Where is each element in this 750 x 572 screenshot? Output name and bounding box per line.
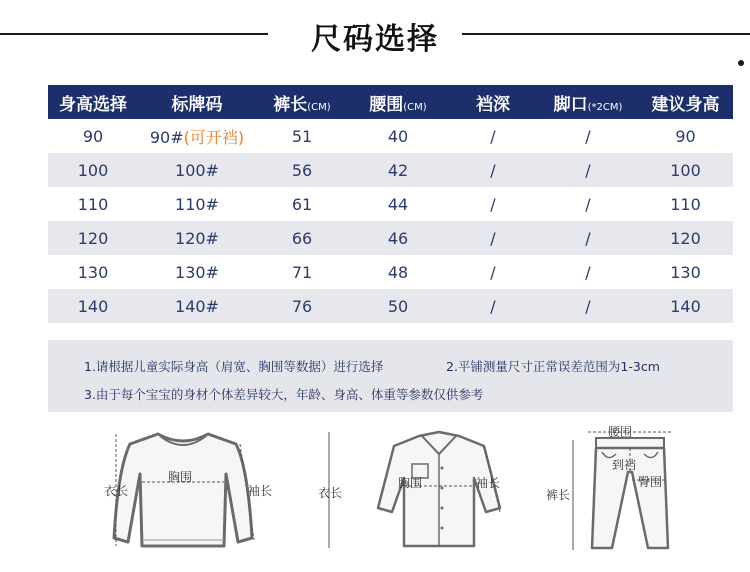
size-table [48, 85, 733, 323]
cell-crotch: / [448, 255, 538, 289]
sweater-chest-label: 胸围 [168, 470, 193, 484]
cell-length: 71 [256, 255, 348, 289]
cell-waist: 42 [348, 153, 448, 187]
cell-hem: / [538, 221, 638, 255]
cell-height: 110 [48, 187, 138, 221]
note-3: 3.由于每个宝宝的身材个体差异较大，年龄、身高、体重等参数仅供参考 [84, 387, 484, 402]
title-divider-right [462, 33, 750, 35]
header-crotch: 裆深 [448, 85, 538, 119]
cell-hem: / [538, 255, 638, 289]
table-header-row [48, 85, 733, 119]
shirt-chest-label: 胸围 [398, 476, 423, 490]
notes-panel [48, 340, 733, 412]
note-1: 1.请根据儿童实际身高（肩宽、胸围等数据）进行选择 [84, 359, 384, 374]
cell-tag: 130# [138, 255, 256, 289]
cell-suggest: 130 [638, 255, 733, 289]
cell-suggest: 140 [638, 289, 733, 323]
cell-crotch: / [448, 221, 538, 255]
cell-length: 76 [256, 289, 348, 323]
shirt-length-label: 衣长 [318, 486, 343, 500]
pants-thigh-label: 臀围 [638, 475, 663, 489]
table-row [48, 187, 733, 221]
cell-tag: 110# [138, 187, 256, 221]
table-row [48, 255, 733, 289]
cell-length: 66 [256, 221, 348, 255]
sweater-sleeve-label: 袖长 [248, 484, 273, 498]
cell-hem: / [538, 187, 638, 221]
cell-waist: 46 [348, 221, 448, 255]
sweater-length-label: 衣长 [104, 484, 129, 498]
cell-hem: / [538, 153, 638, 187]
header-hem: 脚口(*2CM) [538, 85, 638, 119]
pants-waist-label: 腰围 [608, 425, 633, 439]
cell-suggest: 110 [638, 187, 733, 221]
cell-hem: / [538, 119, 638, 153]
header-tag: 标牌码 [138, 85, 256, 119]
note-2: 2.平铺测量尺寸正常误差范围为1-3cm [446, 359, 660, 374]
open-crotch-note: (可开裆) [183, 127, 245, 147]
cell-length: 61 [256, 187, 348, 221]
header-suggest: 建议身高 [638, 85, 733, 119]
pants-length-label: 裤长 [546, 488, 571, 502]
title-bar [0, 0, 750, 64]
shirt-sleeve-label: 袖长 [476, 476, 501, 490]
cell-crotch: / [448, 153, 538, 187]
cell-waist: 48 [348, 255, 448, 289]
pants-crotch-label: 到裆 [612, 458, 637, 472]
cell-waist: 50 [348, 289, 448, 323]
sweater-diagram-icon [108, 428, 258, 552]
table-row [48, 119, 733, 153]
table-row [48, 289, 733, 323]
cell-crotch: / [448, 289, 538, 323]
cell-length: 56 [256, 153, 348, 187]
cell-height: 90 [48, 119, 138, 153]
cell-height: 100 [48, 153, 138, 187]
cell-waist: 44 [348, 187, 448, 221]
cell-hem: / [538, 289, 638, 323]
cell-waist: 40 [348, 119, 448, 153]
cell-crotch: / [448, 119, 538, 153]
page-title: 尺码选择 [311, 22, 439, 57]
cell-tag: 120# [138, 221, 256, 255]
cell-tag: 140# [138, 289, 256, 323]
cell-suggest: 90 [638, 119, 733, 153]
cell-height: 140 [48, 289, 138, 323]
cell-tag: 90#(可开裆) [138, 119, 256, 153]
cell-tag: 100# [138, 153, 256, 187]
pants-diagram-icon [578, 422, 678, 554]
header-waist: 腰围(CM) [348, 85, 448, 119]
measurement-diagrams [48, 420, 733, 560]
header-length: 裤长(CM) [256, 85, 348, 119]
decorative-dot [738, 60, 744, 66]
cell-height: 130 [48, 255, 138, 289]
cell-suggest: 100 [638, 153, 733, 187]
cell-length: 51 [256, 119, 348, 153]
cell-crotch: / [448, 187, 538, 221]
cell-suggest: 120 [638, 221, 733, 255]
pants-length-ruler-icon [570, 440, 576, 550]
header-height: 身高选择 [48, 85, 138, 119]
table-row [48, 153, 733, 187]
cell-height: 120 [48, 221, 138, 255]
table-row [48, 221, 733, 255]
